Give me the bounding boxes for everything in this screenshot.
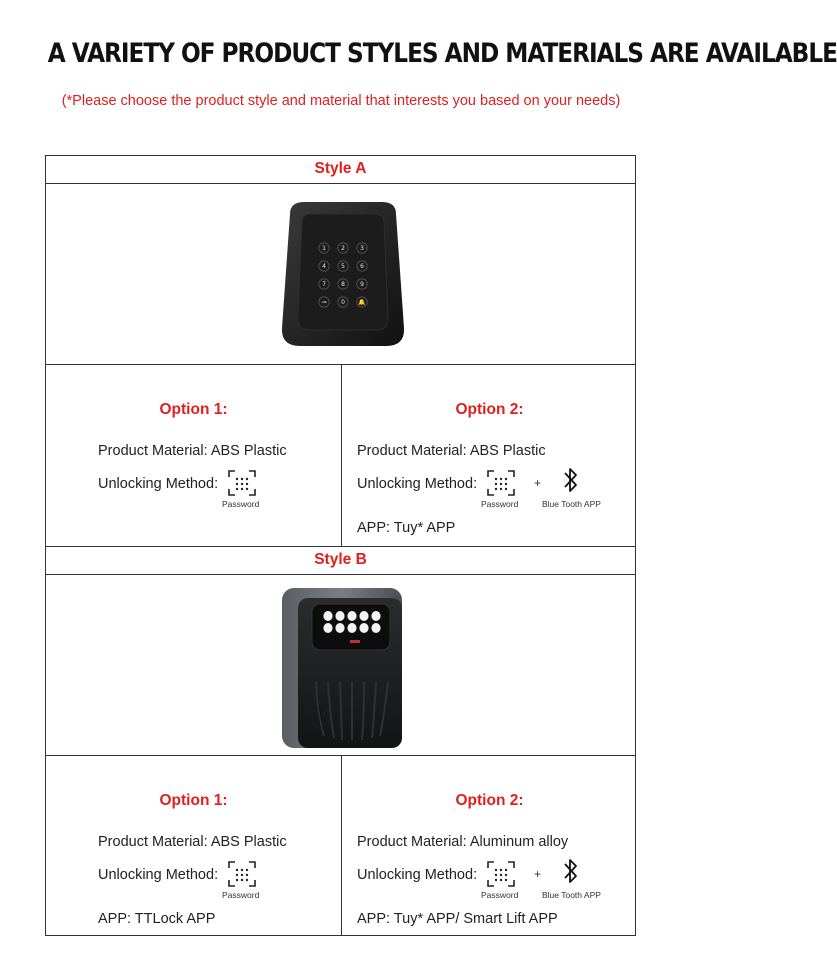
unlocking-label: Unlocking Method: bbox=[357, 867, 478, 883]
keypad-key bbox=[335, 623, 344, 633]
keypad-key-label: ⊸ bbox=[321, 299, 327, 306]
style-a-option-1 bbox=[46, 365, 341, 546]
keypad-key-label: 5 bbox=[341, 263, 345, 270]
keypad-key-label: 7 bbox=[322, 281, 326, 288]
style-a-title: Style A bbox=[314, 160, 367, 177]
password-icon bbox=[212, 860, 272, 893]
page-title: A VARIETY OF PRODUCT STYLES AND MATERIALS ARE AVAILABLE bbox=[47, 38, 837, 69]
keypad-key bbox=[323, 611, 332, 621]
style-b-option-2 bbox=[342, 756, 637, 936]
keypad-key bbox=[347, 623, 356, 633]
keypad-key-label: 1 bbox=[322, 245, 326, 252]
keypad-key-label: 🔔 bbox=[358, 299, 366, 306]
keypad-key bbox=[359, 623, 368, 633]
keypad-key-label: 0 bbox=[341, 299, 345, 306]
keypad-key-label: 9 bbox=[360, 281, 364, 288]
material-text: Product Material: ABS Plastic bbox=[98, 834, 287, 850]
unlocking-label: Unlocking Method: bbox=[98, 476, 219, 492]
keypad-key bbox=[335, 611, 344, 621]
keypad-key-label: 6 bbox=[360, 263, 364, 270]
style-b-title: Style B bbox=[314, 551, 367, 568]
style-a-keypad-lockbox-image bbox=[278, 200, 408, 355]
bluetooth-icon bbox=[563, 465, 579, 500]
keypad-key bbox=[371, 623, 380, 633]
page-subtitle: (*Please choose the product style and material that interests you based on your needs) bbox=[61, 93, 621, 109]
password-icon bbox=[212, 469, 272, 502]
keypad-key bbox=[371, 611, 380, 621]
divider bbox=[46, 574, 635, 575]
plus-sign: + bbox=[534, 476, 542, 490]
keypad-key bbox=[359, 611, 368, 621]
comparison-table bbox=[45, 155, 636, 936]
password-caption: Password bbox=[481, 499, 519, 509]
keypad-key-label: 2 bbox=[341, 245, 345, 252]
divider bbox=[46, 546, 635, 547]
option-title: Option 1: bbox=[159, 401, 228, 418]
style-b-keybox-image bbox=[280, 586, 410, 757]
password-caption: Password bbox=[481, 890, 519, 900]
plus-sign: + bbox=[534, 867, 542, 881]
keypad-key-label: 4 bbox=[322, 263, 326, 270]
divider bbox=[46, 183, 635, 184]
keypad-key bbox=[347, 611, 356, 621]
password-caption: Password bbox=[222, 890, 260, 900]
style-a-option-2 bbox=[342, 365, 637, 546]
keypad-key-label: 3 bbox=[360, 245, 364, 252]
password-icon bbox=[471, 469, 531, 502]
bluetooth-icon bbox=[563, 856, 579, 891]
option-title: Option 2: bbox=[455, 792, 524, 809]
password-caption: Password bbox=[222, 499, 260, 509]
option-title: Option 2: bbox=[455, 401, 524, 418]
app-text: APP: Tuy* APP/ Smart Lift APP bbox=[357, 911, 558, 927]
app-text: APP: Tuy* APP bbox=[357, 520, 456, 536]
material-text: Product Material: ABS Plastic bbox=[98, 443, 287, 459]
bluetooth-caption: Blue Tooth APP bbox=[542, 890, 601, 900]
password-icon bbox=[471, 860, 531, 893]
option-title: Option 1: bbox=[159, 792, 228, 809]
material-text: Product Material: ABS Plastic bbox=[357, 443, 546, 459]
keypad-key-label: 8 bbox=[341, 281, 345, 288]
style-b-option-1 bbox=[46, 756, 341, 936]
bluetooth-caption: Blue Tooth APP bbox=[542, 499, 601, 509]
app-text: APP: TTLock APP bbox=[98, 911, 216, 927]
material-text: Product Material: Aluminum alloy bbox=[357, 834, 569, 850]
unlocking-label: Unlocking Method: bbox=[98, 867, 219, 883]
keypad-key bbox=[323, 623, 332, 633]
unlocking-label: Unlocking Method: bbox=[357, 476, 478, 492]
